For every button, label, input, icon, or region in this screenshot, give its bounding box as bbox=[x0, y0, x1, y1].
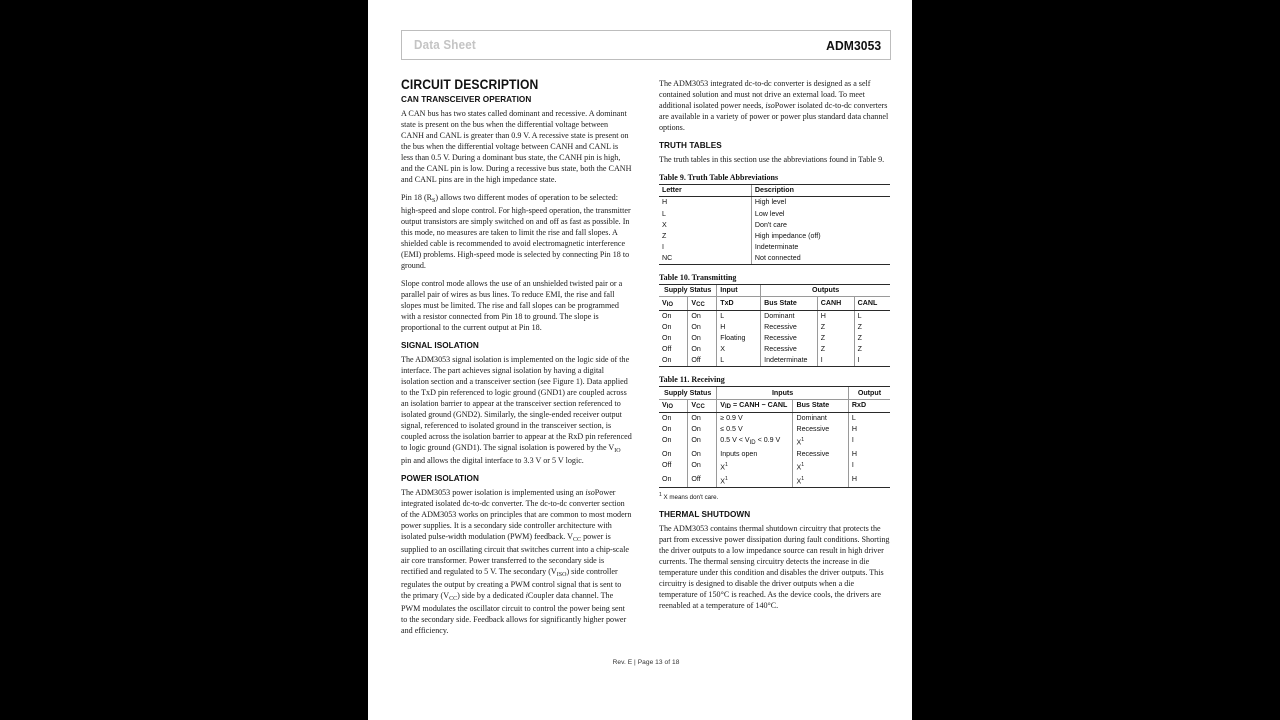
para5-a: The ADM3053 power isolation is implemented using an bbox=[401, 488, 586, 497]
para5-c: power is supplied to an oscillating circuit that switches current into a chip-scale air core transformer. Power transferred to the secondary side is rectified and regulated to 5 V. The secondary (V bbox=[401, 532, 629, 576]
left-column bbox=[401, 78, 632, 636]
table10-cell-3-5: Z bbox=[854, 344, 890, 355]
table10-cell-3-1: On bbox=[688, 344, 717, 355]
table10-cell-0-2: L bbox=[717, 310, 761, 322]
page-running-header bbox=[401, 30, 891, 60]
para4-subscript: IO bbox=[614, 447, 621, 454]
table10-cell-4-5: I bbox=[854, 355, 890, 367]
table11-cell-2-2: 0.5 $V < V_{ID} < 0.9$ V bbox=[717, 435, 793, 449]
para5-f: Coupler data channel. The PWM modulates the oscillator circuit to control the power being sent to the secondary side. Feedback allows for significantly higher power and efficiency. bbox=[401, 591, 627, 635]
para5-sub-cc2: CC bbox=[449, 595, 458, 602]
table10-cell-2-2: Floating bbox=[717, 333, 761, 344]
table11-cell-4-1: On bbox=[688, 460, 717, 474]
table-truth-table-abbreviations bbox=[659, 184, 890, 265]
table10-cell-2-0: On bbox=[662, 334, 672, 343]
page-title: CIRCUIT DESCRIPTION bbox=[401, 77, 539, 92]
table11-cell-0-0: On bbox=[662, 413, 672, 422]
rpara1-iso-italic: iso bbox=[765, 101, 775, 110]
table9-caption: Table 9. Truth Table Abbreviations bbox=[659, 173, 779, 182]
table9-cell-2-1: Don't care bbox=[751, 220, 890, 231]
para2-subscript: S bbox=[432, 197, 436, 204]
table11-cell-3-1: On bbox=[688, 449, 717, 460]
table11-group-output: Output bbox=[848, 387, 890, 399]
table11-cell-5-0: On bbox=[659, 473, 688, 487]
table9-cell-3-1: High impedance (off) bbox=[751, 231, 890, 242]
paragraph-signal-isolation bbox=[401, 354, 632, 466]
table-transmitting bbox=[659, 284, 890, 367]
table-row bbox=[659, 297, 890, 310]
table-row bbox=[659, 435, 890, 449]
table10-cell-4-4: I bbox=[817, 355, 854, 367]
table10-group-supply: Supply Status bbox=[659, 285, 717, 297]
table9-header-1: Description bbox=[751, 185, 890, 197]
paragraph-can-bus-states: A CAN bus has two states called dominant and recessive. A dominant state is present on the bus when the differential voltage between CANH and CANL is greater than 0.9 V. A recessive state is present on the bus when the differential voltage between CANH and CANL is less than 0.5 V. During a dominant bus state, the CANH pin is high, and the CANL pin is low. During a recessive bus state, both the CANH and CANL pins are in the high impedance state. bbox=[401, 109, 632, 184]
table11-cell-3-0: On bbox=[662, 449, 672, 458]
table-row bbox=[659, 208, 890, 219]
table9-cell-4-1: Indeterminate bbox=[751, 242, 890, 253]
heading-signal-isolation: SIGNAL ISOLATION bbox=[401, 341, 479, 350]
table10-header-5: CANL bbox=[854, 297, 890, 310]
para5-b: Power integrated isolated dc-to-dc converter. The dc-to-dc converter section of the ADM3053 works on principles that are common to most modern power supplies. It is a secondary side controller architecture with isolated pulse-width modulation (PWM) feedback. V bbox=[401, 488, 632, 541]
table9-cell-5-0: NC bbox=[659, 253, 751, 265]
table10-cell-1-5: Z bbox=[854, 322, 890, 333]
table11-cell-0-3: Dominant bbox=[793, 412, 848, 424]
table9-cell-2-0: X bbox=[662, 220, 667, 229]
table10-header-3: Bus State bbox=[761, 297, 818, 310]
table10-cell-3-2: X bbox=[717, 344, 761, 355]
table11-cell-4-2: $X^1$ bbox=[717, 460, 793, 474]
table10-cell-3-0: Off bbox=[662, 345, 672, 354]
table11-cell-4-0: Off bbox=[662, 460, 672, 469]
table10-cell-0-3: Dominant bbox=[761, 310, 818, 322]
table10-cell-4-2: L bbox=[717, 355, 761, 367]
page-footer: Rev. E | Page 13 of 18 bbox=[612, 659, 680, 666]
para4-a: The ADM3053 signal isolation is implemented on the logic side of the interface. The part achieves signal isolation by having a digital isolation section and a transceiver section (see Figure 1). Data applied to the TxD pin referenced to logic ground (GND1) are coupled across an isolation barrier to appear at the transceiver section referenced to isolated ground (GND2). Similarly, the single-ended receiver output signal, referenced to isolated ground in the transceiver section, is coupled across the isolation barrier to appear at the RxD pin referenced to logic ground (GND1). The signal isolation is powered by the V bbox=[401, 355, 632, 452]
table9-header-0: Letter bbox=[659, 185, 751, 197]
table11-header-vcc: $V_{CC}$ bbox=[688, 399, 717, 412]
para2-pre: Pin 18 (R bbox=[401, 193, 433, 202]
rpara1-b: Power isolated dc-to-dc converters are available in a variety of power or power plus standard data channel options. bbox=[659, 101, 889, 132]
table11-cell-2-0: On bbox=[662, 436, 672, 445]
table11-header-vio: $V_{IO}$ bbox=[659, 399, 688, 412]
table10-cell-4-3: Indeterminate bbox=[761, 355, 818, 367]
table10-group-input: Input bbox=[717, 285, 761, 297]
two-column-layout bbox=[401, 78, 891, 636]
table10-cell-1-4: Z bbox=[817, 322, 854, 333]
table11-cell-5-1: Off bbox=[688, 473, 717, 487]
para5-sub-cc1: CC bbox=[573, 536, 582, 543]
table11-cell-1-2: ≤ 0.5 V bbox=[717, 424, 793, 435]
table-row bbox=[659, 231, 890, 242]
table11-group-inputs: Inputs bbox=[717, 387, 849, 399]
table10-cell-2-3: Recessive bbox=[761, 333, 818, 344]
heading-can-transceiver-operation: CAN TRANSCEIVER OPERATION bbox=[401, 95, 532, 104]
table11-group-supply: Supply Status bbox=[659, 387, 717, 399]
table10-cell-2-5: Z bbox=[854, 333, 890, 344]
table10-cell-4-0: On bbox=[659, 355, 688, 367]
document-type-label: Data Sheet bbox=[414, 38, 476, 52]
datasheet-page bbox=[368, 0, 912, 720]
table10-group-outputs: Outputs bbox=[761, 285, 890, 297]
page-content-area bbox=[401, 30, 891, 690]
table9-cell-4-0: I bbox=[662, 243, 664, 252]
table9-cell-0-0: H bbox=[662, 198, 668, 207]
table11-caption: Table 11. Receiving bbox=[659, 375, 725, 385]
table-receiving bbox=[659, 386, 890, 487]
paragraph-truth-tables-intro: The truth tables in this section use the abbreviations found in Table 9. bbox=[659, 155, 885, 164]
table11-cell-3-3: Recessive bbox=[793, 449, 848, 460]
table10-header-vcc: $V_{CC}$ bbox=[688, 297, 717, 310]
table-row bbox=[659, 242, 890, 253]
table9-cell-1-1: Low level bbox=[751, 208, 890, 219]
paragraph-pin18-modes bbox=[401, 192, 632, 271]
table11-cell-5-4: H bbox=[848, 473, 890, 487]
rpara1-a: The ADM3053 integrated dc-to-dc converter is designed as a self contained solution and must not drive an external load. To meet additional isolated power needs, bbox=[659, 79, 871, 110]
table-row bbox=[659, 355, 890, 367]
table-row bbox=[659, 424, 890, 435]
heading-thermal-shutdown: THERMAL SHUTDOWN bbox=[659, 509, 751, 519]
table-row bbox=[659, 185, 890, 197]
table-row bbox=[659, 473, 890, 487]
table-row bbox=[659, 310, 890, 322]
para5-e: ) side by a dedicated bbox=[457, 591, 526, 600]
table11-cell-1-0: On bbox=[662, 425, 672, 434]
heading-truth-tables: TRUTH TABLES bbox=[659, 141, 722, 150]
table10-cell-0-5: L bbox=[854, 310, 890, 322]
paragraph-power-isolation bbox=[401, 487, 632, 636]
table-row bbox=[659, 344, 890, 355]
table11-cell-4-4: I bbox=[848, 460, 890, 474]
table11-cell-4-3: $X^1$ bbox=[793, 460, 848, 474]
table11-header-rxd: RxD bbox=[848, 399, 890, 412]
table10-caption: Table 10. Transmitting bbox=[659, 273, 737, 283]
table10-cell-1-2: H bbox=[717, 322, 761, 333]
table10-header-2: TxD bbox=[717, 297, 761, 310]
table11-cell-0-4: L bbox=[848, 412, 890, 424]
table10-cell-0-0: On bbox=[662, 311, 672, 320]
table11-cell-0-1: On bbox=[688, 412, 717, 424]
para2-post: ) allows two different modes of operation to be selected: high-speed and slope control. For high-speed operation, the transmitter output transistors are simply switched on and off as fast as possible. In this mode, no measures are taken to limit the rise and fall slopes. A shielded cable is recommended to avoid electromagnetic interference (EMI) problems. High-speed mode is selected by connecting Pin 18 to ground. bbox=[401, 193, 631, 270]
table10-cell-3-4: Z bbox=[817, 344, 854, 355]
table11-cell-5-2: $X^1$ bbox=[717, 473, 793, 487]
table11-cell-2-4: I bbox=[848, 435, 890, 449]
table9-cell-1-0: L bbox=[662, 209, 666, 218]
table10-header-vio: $V_{IO}$ bbox=[659, 297, 688, 310]
table11-cell-1-1: On bbox=[688, 424, 717, 435]
table-row bbox=[659, 322, 890, 333]
para4-b: pin and allows the digital interface to 3.3 V or 5 V logic. bbox=[401, 456, 584, 465]
paragraph-dc-dc-converter bbox=[659, 78, 890, 133]
table11-header-vid: $V_{ID}$ = CANH − CANL bbox=[717, 399, 793, 412]
table10-cell-1-0: On bbox=[662, 322, 672, 331]
table10-cell-1-1: On bbox=[688, 322, 717, 333]
table11-cell-2-1: On bbox=[688, 435, 717, 449]
table11-cell-1-3: Recessive bbox=[793, 424, 848, 435]
table-row bbox=[659, 460, 890, 474]
table-row bbox=[659, 412, 890, 424]
table11-cell-5-3: $X^1$ bbox=[793, 473, 848, 487]
para5-sub-iso: ISO bbox=[556, 571, 567, 578]
table10-cell-2-4: Z bbox=[817, 333, 854, 344]
table-row bbox=[659, 387, 890, 399]
table9-cell-5-1: Not connected bbox=[751, 253, 890, 265]
table9-cell-3-0: Z bbox=[662, 231, 667, 240]
table-row bbox=[659, 449, 890, 460]
table11-footnote: $^1$ X means don't care. bbox=[659, 491, 719, 501]
table-row bbox=[659, 285, 890, 297]
part-number-label: ADM3053 bbox=[825, 37, 881, 53]
table10-cell-4-1: Off bbox=[688, 355, 717, 367]
table11-cell-0-2: ≥ 0.9 V bbox=[717, 412, 793, 424]
table11-cell-2-3: $X^1$ bbox=[793, 435, 848, 449]
table-row bbox=[659, 333, 890, 344]
paragraph-slope-control: Slope control mode allows the use of an unshielded twisted pair or a parallel pair of wires as bus lines. To reduce EMI, the rise and fall slopes must be limited. The rise and fall slopes can be programmed with a resistor connected from Pin 18 to ground. The slope is proportional to the current output at Pin 18. bbox=[401, 279, 623, 332]
table10-cell-0-1: On bbox=[688, 310, 717, 322]
heading-power-isolation: POWER ISOLATION bbox=[401, 474, 479, 483]
table11-cell-3-2: Inputs open bbox=[717, 449, 793, 460]
table-row bbox=[659, 220, 890, 231]
table10-cell-1-3: Recessive bbox=[761, 322, 818, 333]
table11-cell-3-4: H bbox=[848, 449, 890, 460]
table-row bbox=[659, 253, 890, 265]
para5-d: ) side controller regulates the output by creating a PWM control signal that is sent to the primary (V bbox=[401, 567, 622, 600]
table11-header-bus-state: Bus State bbox=[793, 399, 848, 412]
table9-cell-0-1: High level bbox=[751, 197, 890, 209]
right-column bbox=[659, 78, 890, 611]
table10-cell-3-3: Recessive bbox=[761, 344, 818, 355]
table10-header-4: CANH bbox=[817, 297, 854, 310]
table-row bbox=[659, 197, 890, 209]
table10-cell-2-1: On bbox=[688, 333, 717, 344]
para5-iso-italic: iso bbox=[585, 488, 595, 497]
table-row bbox=[659, 399, 890, 412]
table11-cell-1-4: H bbox=[848, 424, 890, 435]
table10-cell-0-4: H bbox=[817, 310, 854, 322]
para5-icoupler-italic: i bbox=[525, 591, 528, 600]
paragraph-thermal-shutdown: The ADM3053 contains thermal shutdown circuitry that protects the part from excessive power dissipation during fault conditions. Shorting the driver outputs to a low impedance source can result in high driver currents. The thermal sensing circuitry detects the increase in die temperature under this condition and disables the driver outputs. This circuitry is designed to disable the driver outputs when a die temperature of 150°C is reached. As the device cools, the drivers are reenabled at a temperature of 140°C. bbox=[659, 523, 890, 610]
